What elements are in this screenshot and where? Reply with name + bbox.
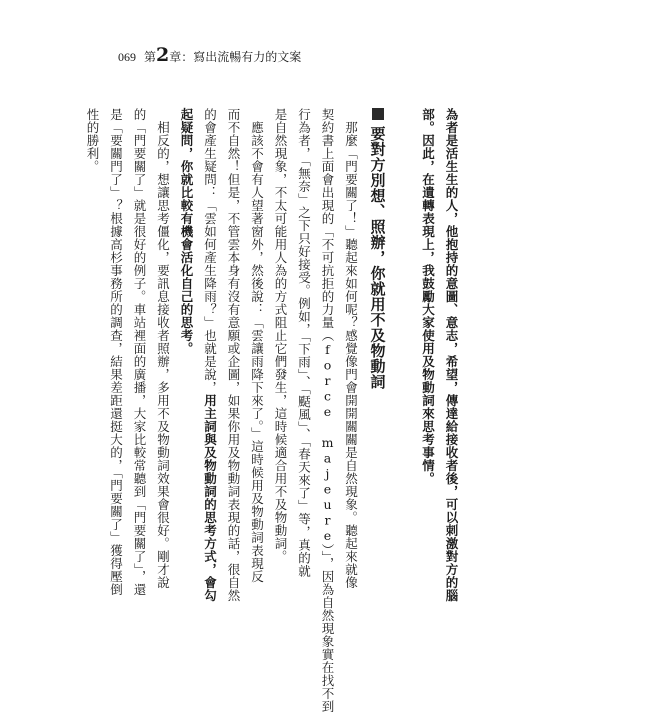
text-column: 是自然現象，不太可能用人為的方式阻止它們發生，這時候適合用不及物動詞。: [273, 108, 288, 563]
text-column: 應該不會有人望著窗外，然後說：「雲讓雨降下來了。」這時候用及物動詞表現反: [249, 120, 265, 583]
page-header: [118, 44, 301, 66]
text-column: 的「門要關了」就是很好的例子。車站裡面的廣播，大家比較常聽到「門要關了」，還: [132, 108, 147, 596]
text-column: 為者是活生生的人，他抱持的意圖、意志，希望，傳達給接收者後，可以刺激對方的腦: [444, 108, 459, 602]
text-column: [198, 108, 222, 602]
text-column: 契約書上面會出現的「不可抗拒的力量（force majeure）」，因為自然現象實在找不到: [320, 108, 335, 713]
text-column: 起疑問，你就比較有機會活化自己的思考。: [179, 108, 194, 355]
text-column: 相反的，想讓思考僵化，要訊息接收者照辦，多用不及物動詞效果會很好。剛才說: [155, 120, 171, 589]
section-heading: [363, 108, 393, 512]
heading-square-icon: [372, 108, 384, 120]
chapter-prefix: 第: [144, 50, 157, 64]
chapter-label: [144, 44, 301, 66]
text-column: 是「要關門了」？根據高杉事務所的調查，結果差距還挺大的，「門要關了」獲得壓倒: [108, 108, 124, 596]
text-column-plain: 的會產生疑問：「雲如何產生降雨？」也就是說，: [202, 108, 218, 394]
chapter-number: 2: [156, 44, 170, 66]
text-column: 那麼「門要關了！」聽起來如何呢？感覺像門會開開關關是自然現象。聽起來就像: [343, 120, 359, 589]
chapter-title: 寫出流暢有力的文案: [193, 50, 302, 64]
text-column: 部。因此，在遺轉表現上，我鼓勵大家使用及物動詞來思考事情。: [420, 108, 436, 485]
page-number: 069: [118, 50, 136, 64]
text-column: 性的勝利。: [85, 108, 100, 173]
blank-column: [393, 108, 417, 512]
text-column: 而不自然！但是，不管雲本身有沒有意願或企圖，如果你用及物動詞表現的話，很自然: [226, 108, 241, 602]
section-heading-text: 要對方別想、照辦，你就用不及物動詞: [368, 126, 387, 390]
vertical-body-text: [81, 108, 464, 713]
text-column: 行為者，「無奈」之下只好接受。例如，「下雨」、「颳風」、「春天來了」等，真的就: [296, 108, 312, 578]
chapter-suffix: 章：: [169, 50, 194, 64]
text-column-bold: 用主詞與及物動詞的思考方式，會勾: [202, 394, 218, 602]
